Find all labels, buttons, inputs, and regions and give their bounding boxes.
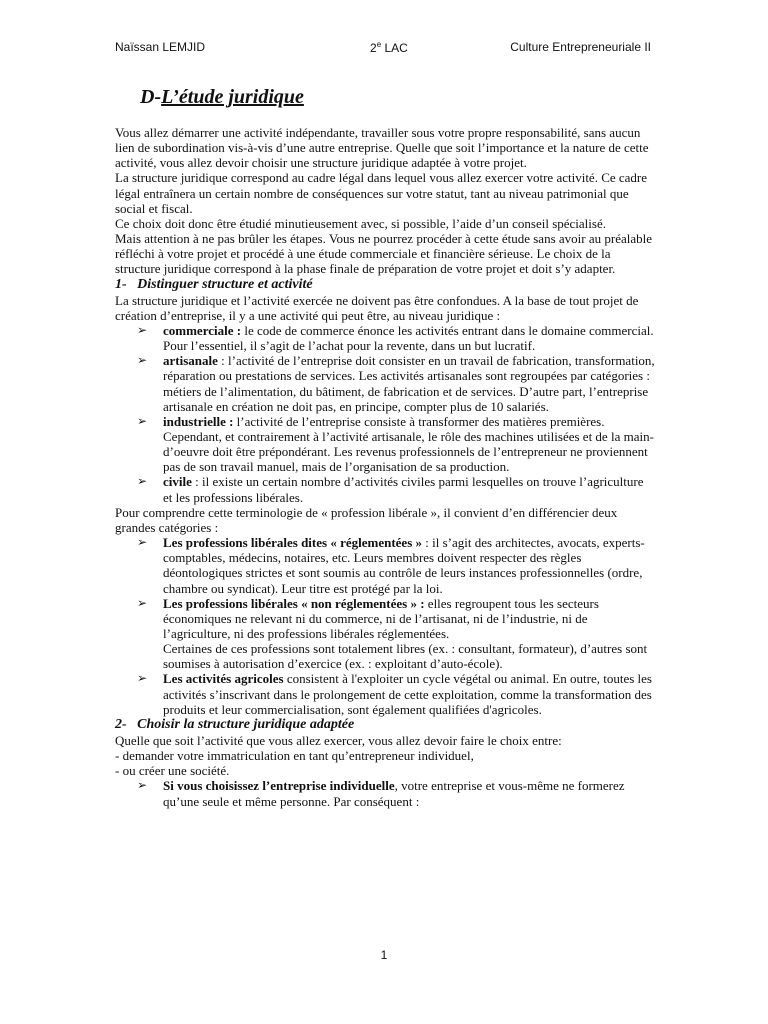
bullet-item: ➢ Les professions libérales « non réglementées » : elles regroupent tous les secteurs économiques ne relevant ni du commerce, ni de l’artisanat, ni de l’industrie, ni de l’agriculture, ni des professions libérales réglementées. Certaines de ces professions sont totalement libres (ex. : consultant, formateur), d’autres sont soumises à autorisation d’exercice (ex. : exploitant d’auto-école). <box>137 595 648 672</box>
section2-line: - demander votre immatriculation en tant qu’entrepreneur individuel, <box>115 748 474 764</box>
arrow-bullet-icon: ➢ <box>137 322 148 337</box>
section2-line: Quelle que soit l’activité que vous allez exercer, vous allez devoir faire le choix entre: <box>115 732 562 748</box>
page-header <box>115 40 651 60</box>
arrow-bullet-icon: ➢ <box>137 535 148 550</box>
section1-intro: La structure juridique et l’activité exercée ne doivent pas être confondues. A la base de tout projet de création d’entreprise, il y a une activité qui peut être, au niveau juridique : <box>115 292 639 323</box>
liberal-intro: Pour comprendre cette terminologie de « profession libérale », il convient d’en différencier deux grandes catégories : <box>115 504 618 535</box>
bullet-item: ➢ artisanale : l’activité de l’entreprise doit consister en un travail de fabrication, transformation, réparation ou prestations de services. Les activités artisanales sont regroupées par catégories : métiers de l’alimentation, du bâtiment, de fabrication et de services. D’autre part, l’entreprise artisanale en création ne doit pas, en principe, compter plus de 10 salariés. <box>137 353 655 414</box>
intro-paragraph: Vous allez démarrer une activité indépendante, travailler sous votre propre responsabilité, sans aucun lien de subordination vis-à-vis d’une autre entreprise. Quelle que soit l’importance et la nature de cette activité, vous allez devoir choisir une structure juridique adaptée à votre projet. <box>115 125 649 171</box>
arrow-bullet-icon: ➢ <box>137 595 148 610</box>
section-heading-2: 2- Choisir la structure juridique adaptée <box>115 716 355 732</box>
arrow-bullet-icon: ➢ <box>137 778 148 793</box>
arrow-bullet-icon: ➢ <box>137 413 148 428</box>
bullet-item: ➢ Les professions libérales dites « réglementées » : il s’agit des architectes, avocats, experts-comptables, médecins, notaires, etc. Leurs membres doivent respecter des règles déontologiques strictes et sont soumis au contrôle de leurs instances professionnelles (ordre, chambre ou syndicat). Leur titre est protégé par la loi. <box>137 535 645 596</box>
bullet-item: ➢ Si vous choisissez l’entreprise individuelle, votre entreprise et vous-même ne formerez qu’une seule et même personne. Par conséquent : <box>137 778 625 809</box>
document-body <box>115 125 655 809</box>
page-title: D-L’étude juridique <box>140 86 304 108</box>
bullet-item: ➢ commerciale : le code de commerce énonce les activités entrant dans le domaine commercial. Pour l’essentiel, il s’agit de l’achat pour la revente, dans un but lucratif. <box>137 322 654 354</box>
arrow-bullet-icon: ➢ <box>137 353 148 368</box>
intro-paragraph: Mais attention à ne pas brûler les étapes. Vous ne pourrez procéder à cette étude sans avoir au préalable réfléchi à votre projet et procédé à une étude commerciale et financière sérieuse. Le choix de la structure juridique correspond à la phase finale de préparation de votre projet et doit s’y adapter. <box>115 231 652 277</box>
intro-paragraph: La structure juridique correspond au cadre légal dans lequel vous allez exercer votre activité. Ce cadre légal entraînera un certain nombre de conséquences sur votre statut, tant au niveau patrimonial que social et fiscal. <box>115 170 648 216</box>
arrow-bullet-icon: ➢ <box>137 671 148 686</box>
bullet-item: ➢ industrielle : l’activité de l’entreprise consiste à transformer des matières premières. Cependant, et contrairement à l’activité artisanale, le rôle des machines utilisées et de la main-d’oeuvre doit être prépondérant. Les revenus professionnels de l’entrepreneur ne proviennent pas de son travail manuel, mais de l’organisation de sa production. <box>137 413 654 475</box>
page-number: 1 <box>380 948 388 962</box>
header-level: 2e LAC <box>370 40 408 55</box>
header-course: Culture Entrepreneuriale II <box>510 40 651 54</box>
bullet-item: ➢ Les activités agricoles consistent à l'exploiter un cycle végétal ou animal. En outre, toutes les activités s’inscrivant dans le prolongement de cette exploitation, comme la transformation des produits et leur commercialisation, sont également qualifiées d'agricoles. <box>137 671 652 717</box>
section-heading-1: 1- Distinguer structure et activité <box>115 276 313 292</box>
bullet-item: ➢ civile : il existe un certain nombre d’activités civiles parmi lesquelles on trouve l’agriculture et les professions libérales. <box>137 474 644 505</box>
arrow-bullet-icon: ➢ <box>137 474 148 489</box>
header-author: Naïssan LEMJID <box>115 40 206 54</box>
section2-line: - ou créer une société. <box>115 763 230 779</box>
intro-paragraph: Ce choix doit donc être étudié minutieusement avec, si possible, l’aide d’un conseil spécialisé. <box>115 215 606 231</box>
